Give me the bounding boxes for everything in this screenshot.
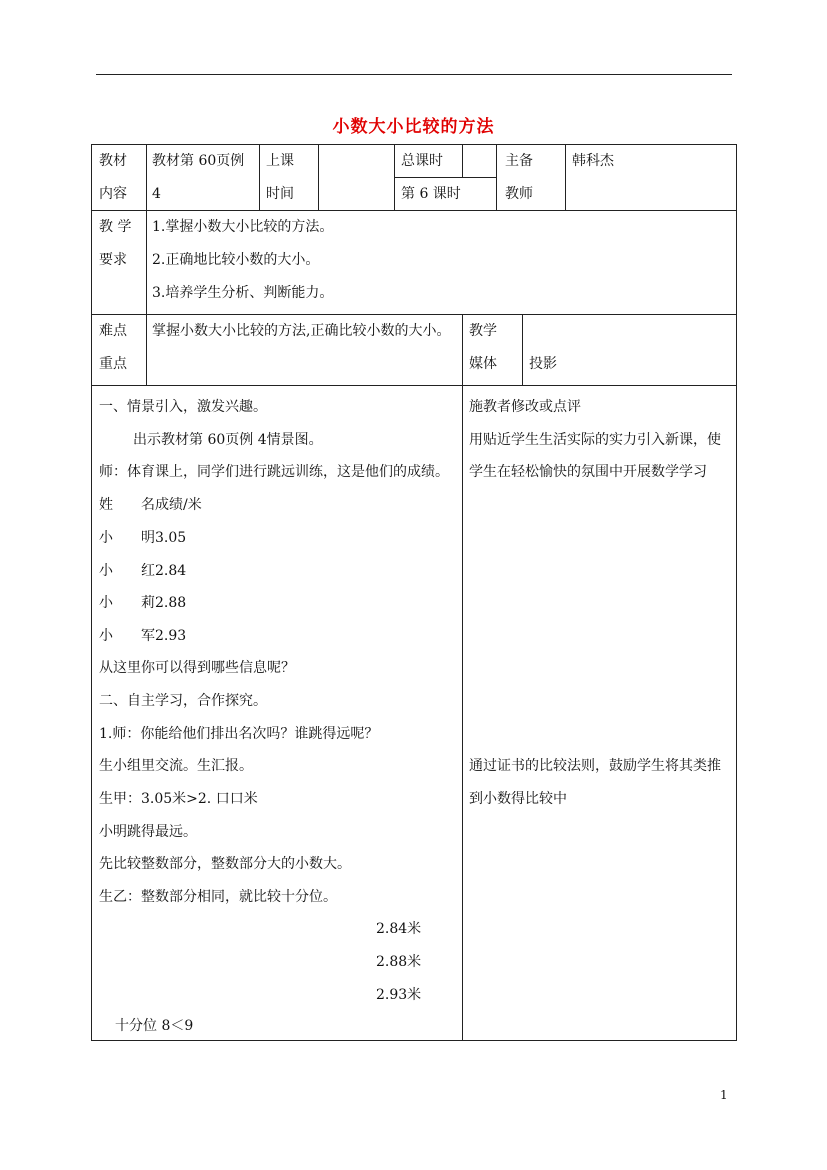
process-line: 一、情景引入，激发兴趣。 (99, 399, 267, 415)
table-border (146, 314, 147, 385)
table-border (91, 210, 737, 211)
table-border (462, 314, 463, 385)
table-border (462, 385, 463, 1040)
process-value: 2.88米 (376, 954, 422, 970)
notes-line: 用贴近学生生活实际的实力引入新课，使 (469, 432, 721, 448)
label-class-time: 上课 (266, 153, 294, 169)
table-border (91, 1040, 737, 1041)
table-border (91, 385, 737, 386)
table-border (146, 210, 147, 314)
label-media: 教学 (469, 323, 497, 339)
process-line: 生小组里交流。生汇报。 (99, 758, 253, 774)
lesson-number: 第 6 课时 (401, 186, 461, 202)
requirement-item: 1.掌握小数大小比较的方法。 (152, 219, 334, 235)
header-rule (96, 74, 732, 75)
page-number: 1 (720, 1088, 728, 1102)
label-teacher: 主备 (505, 153, 533, 169)
process-line: 姓 名成绩/米 (99, 497, 202, 513)
process-value: 2.93米 (376, 987, 422, 1003)
table-border (259, 144, 260, 210)
material-content: 教材第 60页例 (152, 153, 245, 169)
teacher-name: 韩科杰 (572, 153, 614, 169)
process-line: 生乙：整数部分相同，就比较十分位。 (99, 889, 337, 905)
label-class-time: 时间 (266, 186, 294, 202)
process-line: 从这里你可以得到哪些信息呢？ (99, 660, 295, 676)
process-line: 二、自主学习，合作探究。 (99, 693, 267, 709)
requirement-item: 3.培养学生分析、判断能力。 (152, 285, 334, 301)
process-line: 十分位 8＜9 (115, 1018, 194, 1034)
label-requirements: 要求 (99, 252, 127, 268)
notes-line: 学生在轻松愉快的氛围中开展数学学习 (469, 464, 707, 480)
media-value: 投影 (529, 356, 557, 372)
label-material: 内容 (99, 186, 127, 202)
process-line: 小明跳得最远。 (99, 824, 197, 840)
process-line: 小 军2.93 (99, 628, 187, 644)
notes-line: 到小数得比较中 (469, 791, 567, 807)
table-border (394, 177, 496, 178)
notes-line: 通过证书的比较法则，鼓励学生将其类推 (469, 758, 721, 774)
label-total-lessons: 总课时 (401, 153, 443, 169)
process-line: 小 明3.05 (99, 530, 187, 546)
table-border (496, 144, 497, 210)
table-border (91, 314, 737, 315)
process-line: 生甲：3.05米>2. 口口米 (99, 791, 258, 807)
table-border (522, 314, 523, 385)
process-line: 出示教材第 60页例 4情景图。 (133, 432, 323, 448)
process-line: 师：体育课上，同学们进行跳远训练，这是他们的成绩。 (99, 464, 449, 480)
table-border (318, 144, 319, 210)
table-border (565, 144, 566, 210)
label-teacher: 教师 (505, 186, 533, 202)
notes-line: 施教者修改或点评 (469, 399, 581, 415)
table-border (736, 144, 737, 1041)
table-border (462, 144, 463, 178)
label-material: 教材 (99, 153, 127, 169)
difficulty-text: 掌握小数大小比较的方法,正确比较小数的大小。 (152, 323, 451, 339)
requirement-item: 2.正确地比较小数的大小。 (152, 252, 320, 268)
document-title: 小数大小比较的方法 (332, 117, 495, 137)
process-line: 小 红2.84 (99, 563, 187, 579)
label-requirements: 教 学 (99, 219, 132, 235)
label-media: 媒体 (469, 356, 497, 372)
process-line: 1.师：你能给他们排出名次吗？谁跳得远呢？ (99, 726, 379, 742)
table-border (91, 144, 92, 1041)
label-difficulty: 难点 (99, 323, 127, 339)
process-line: 先比较整数部分，整数部分大的小数大。 (99, 856, 351, 872)
process-line: 小 莉2.88 (99, 595, 187, 611)
label-difficulty: 重点 (99, 356, 127, 372)
table-border (91, 144, 737, 145)
table-border (146, 144, 147, 210)
process-value: 2.84米 (376, 921, 422, 937)
table-border (394, 144, 395, 210)
material-content: 4 (152, 186, 161, 202)
